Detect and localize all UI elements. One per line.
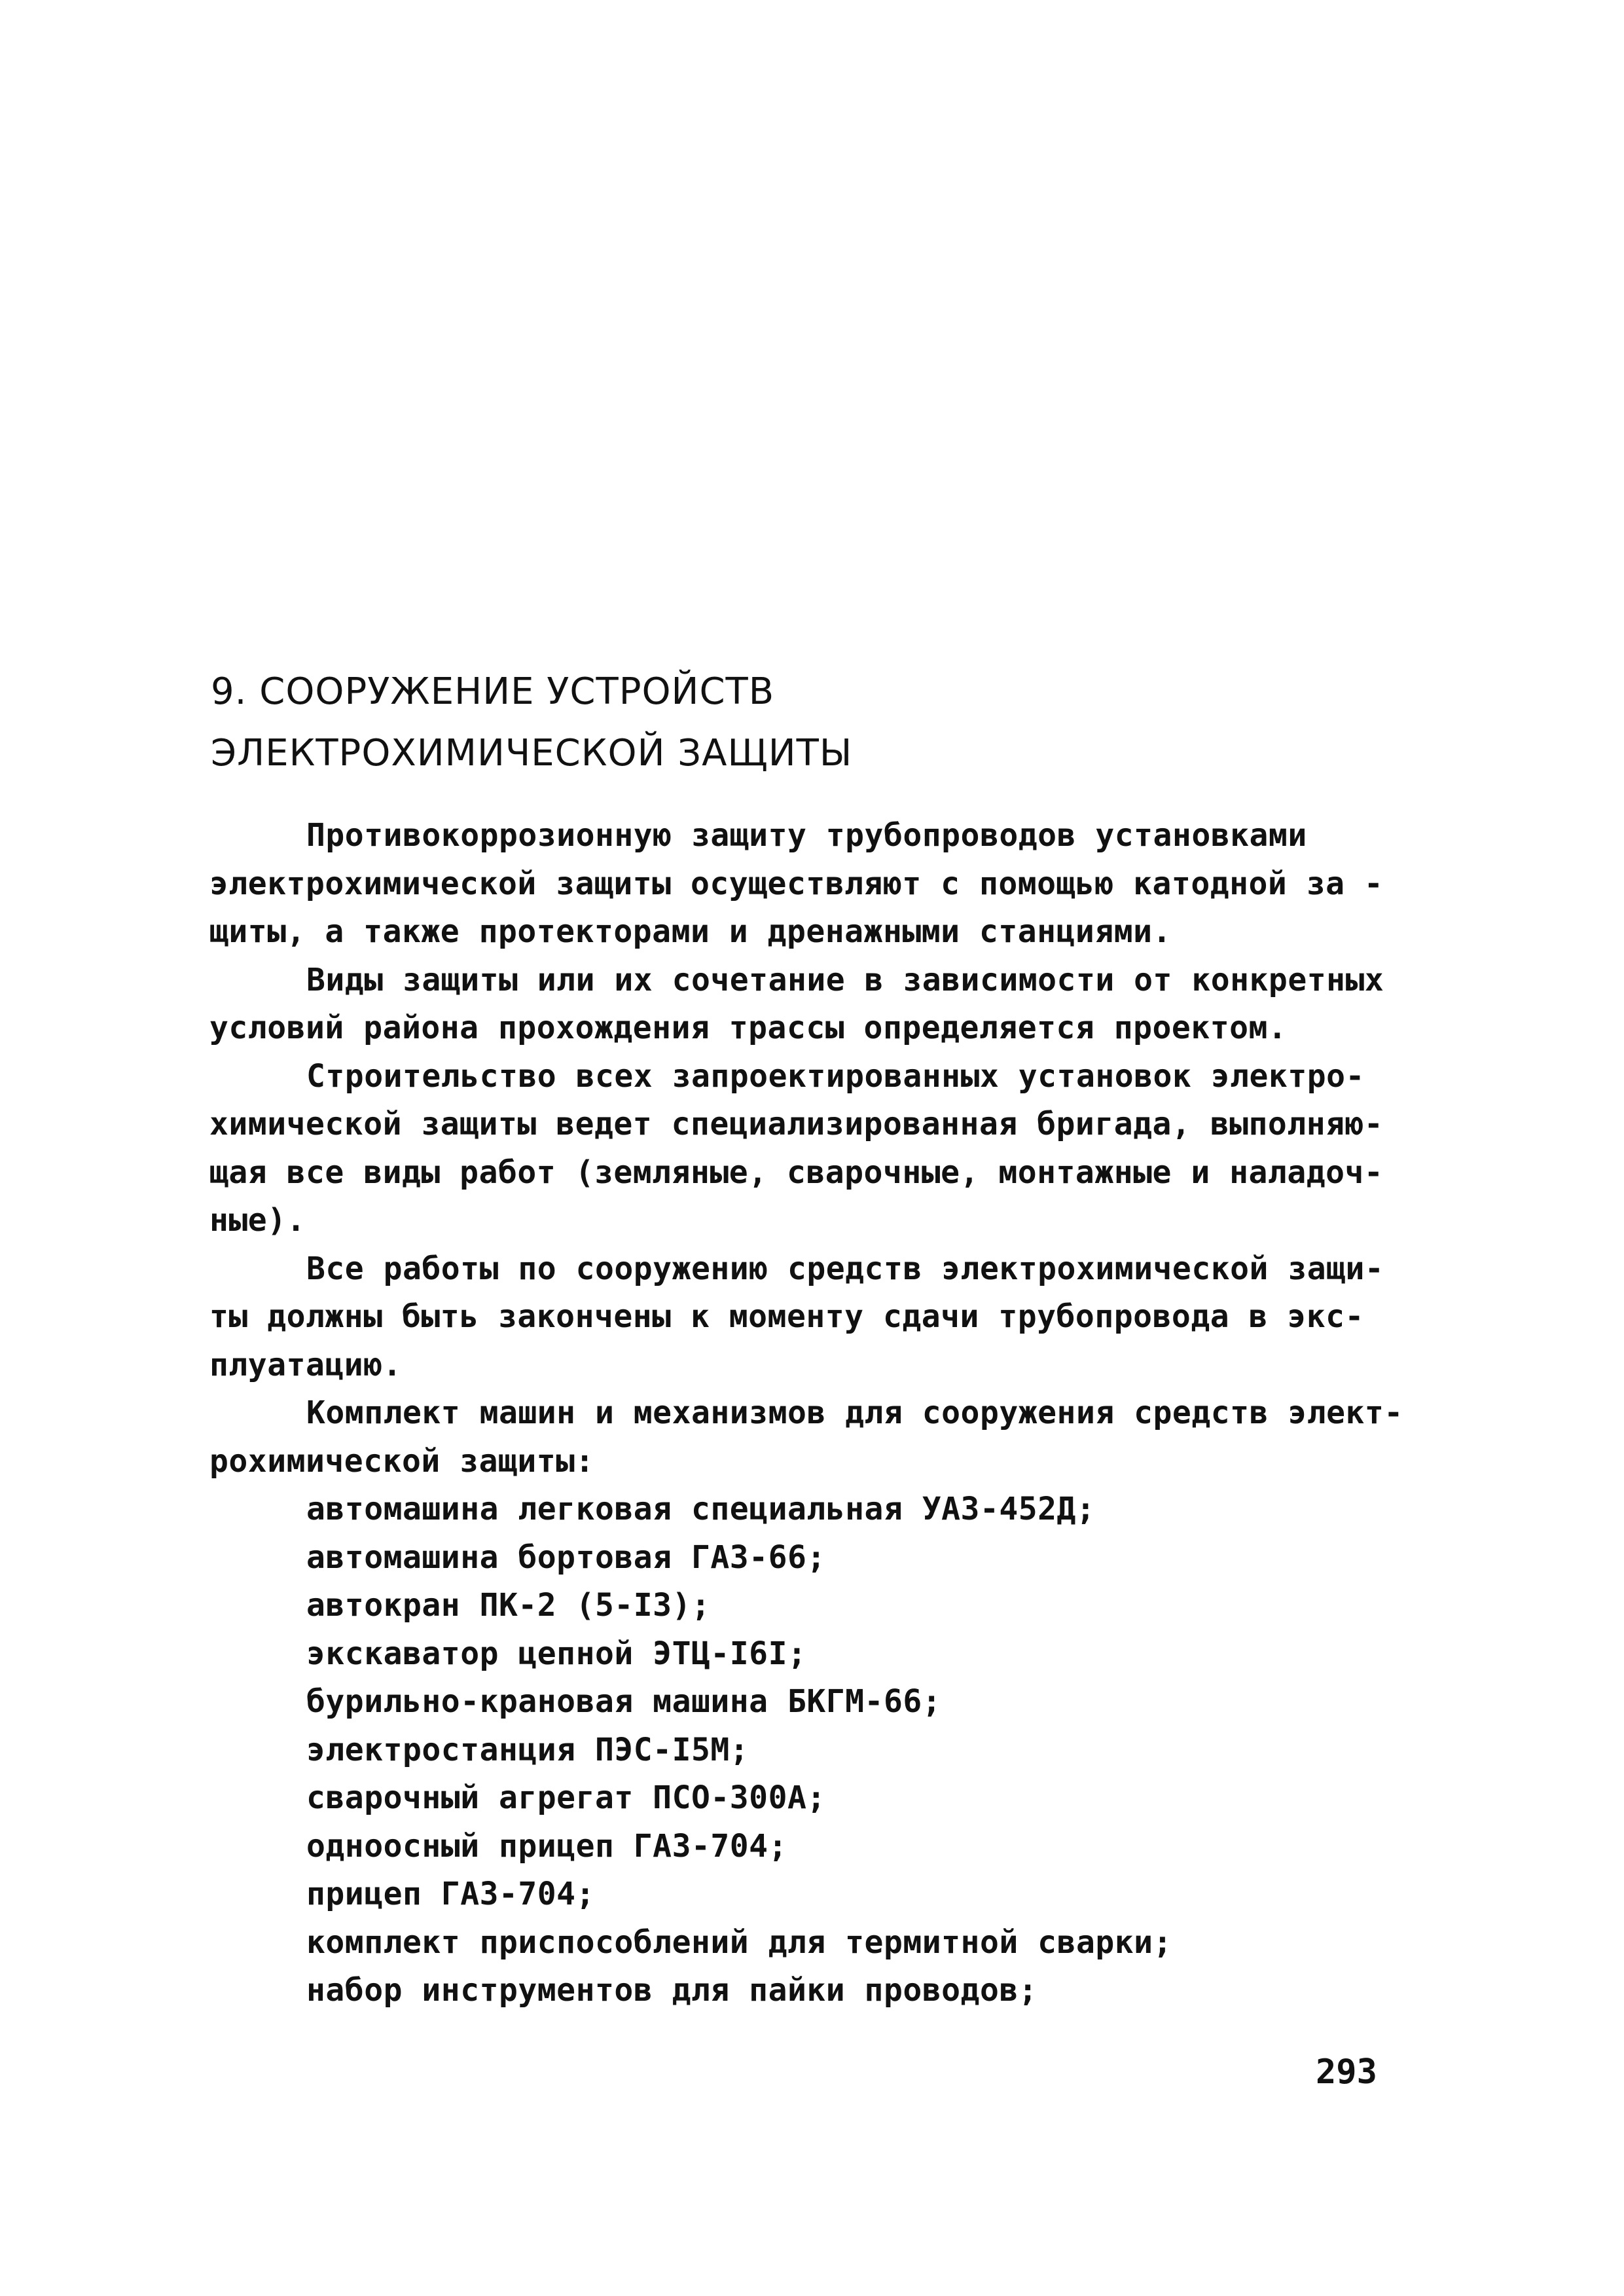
text-line: ты должны быть закончены к моменту сдачи трубопровода в экс- [209,1298,1364,1335]
page-number: 293 [1316,2052,1377,2092]
heading-line-2: ЭЛЕКТРОХИМИЧЕСКОЙ ЗАЩИТЫ [211,732,853,774]
text-line: ные). [209,1202,306,1239]
text-line: Комплект машин и механизмов для сооружения средств элект- [306,1394,1403,1431]
list-item: комплект приспособлений для термитной сварки; [306,1923,1172,1961]
text-line: Виды защиты или их сочетание в зависимости от конкретных [306,961,1384,998]
body-text [209,812,1453,2015]
list-item: набор инструментов для пайки проводов; [306,1972,1038,2009]
paragraph-1 [209,812,1453,957]
text-line: Противокоррозионную защиту трубопроводов установками [306,817,1307,854]
list-item: экскаватор цепной ЭТЦ-I6I; [306,1635,807,1672]
paragraph-2 [209,957,1453,1053]
list-item: бурильно-крановая машина БКГМ-66; [306,1683,942,1720]
text-line: щая все виды работ (земляные, сварочные, монтажные и наладоч- [209,1154,1384,1191]
list-item: автомашина бортовая ГАЗ-66; [306,1539,826,1576]
section-heading [211,661,852,784]
list-item: сварочный агрегат ПСО-300А; [306,1779,826,1816]
text-line: электрохимической защиты осуществляют с помощью катодной за - [209,865,1384,902]
text-line: щиты, а также протекторами и дренажными станциями. [209,913,1172,950]
text-line: Строительство всех запроектированных установок электро- [306,1057,1365,1095]
paragraph-4 [209,1245,1453,1390]
list-item: автокран ПК-2 (5-I3); [306,1587,711,1624]
equipment-list [209,1485,1453,2015]
text-line: условий района прохождения трассы определяется проектом. [209,1010,1288,1046]
paragraph-5 [209,1389,1453,1485]
text-line: Все работы по сооружению средств электрохимической защи- [306,1250,1384,1287]
text-line: химической защиты ведет специализированная бригада, выполняю- [209,1106,1384,1142]
text-line: рохимической защиты: [209,1442,594,1480]
paragraph-3 [209,1053,1453,1245]
list-item: прицеп ГАЗ-704; [306,1876,595,1912]
heading-line-1: 9. СООРУЖЕНИЕ УСТРОЙСТВ [211,670,775,713]
text-line: плуатацию. [209,1346,402,1383]
list-item: электростанция ПЭС-I5М; [306,1731,749,1768]
list-item: автомашина легковая специальная УАЗ-452Д; [306,1491,1096,1527]
list-item: одноосный прицеп ГАЗ-704; [306,1827,787,1865]
